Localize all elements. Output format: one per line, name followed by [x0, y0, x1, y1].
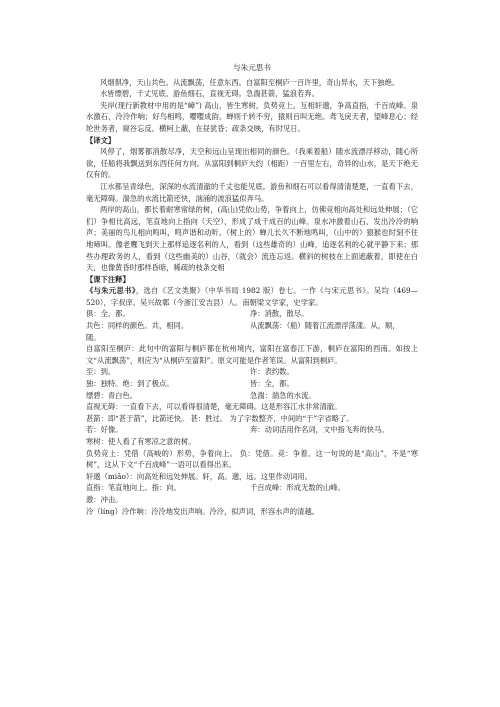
note-item: 独：独特。绝：到了极点。 — [86, 379, 174, 389]
translation-paragraph: 江水都呈青绿色，深深的水流清澈的千丈也能见底。游鱼和细石可以看得清清楚楚，一直看下去，毫无障碍。湍急的水流比箭还快，汹涌的波浪猛似奔马。 — [86, 181, 418, 203]
note-intro — [86, 285, 418, 308]
note-source-title: 《与朱元思书》 — [86, 286, 136, 296]
page-title: 与朱元思书 — [233, 63, 271, 72]
note-item: 负势竞上：凭借（高峻的）形势，争着向上。 负：凭借。竞：争着。这一句说的是“高山”，不是“寒树”，这从下文“千百成峰”一语可以看得出来。 — [86, 448, 418, 470]
note-row — [86, 424, 418, 436]
note-item: 皆：全，都。 — [250, 379, 294, 389]
note-item: 千百成峰：形成无数的山峰。 — [250, 483, 345, 493]
note-item: 许：表约数。 — [250, 367, 294, 377]
note-row — [86, 482, 418, 494]
translation-paragraph: 风停了，烟雾都消散尽净，天空和远山呈现出相同的颜色。（我乘着船）随水流漂浮移动，随心所欲，任船将我飘送到东西任何方向。从富阳到桐庐大约（相距）一百里左右，奇异的山水，是天下绝无仅有的。 — [86, 147, 418, 180]
note-item: 净：消散，散尽。 — [250, 309, 309, 319]
note-row — [86, 390, 418, 402]
translation-text — [86, 146, 418, 274]
note-item: 俱：全，都。 — [86, 309, 130, 319]
note-item: 随。 — [86, 332, 101, 342]
original-paragraph: 风烟俱净，天山共色。从流飘荡，任意东西。自富阳至桐庐一百许里，奇山异水，天下独绝。 — [100, 77, 400, 87]
translation-heading: 【译文】 — [86, 135, 116, 145]
note-item: 直视无碍：一直看下去，可以看得很清楚，毫无障碍。这是形容江水非常清澈。 — [86, 402, 342, 412]
note-item: 激：冲击。 — [86, 494, 123, 504]
notes-list — [86, 285, 418, 517]
note-item: 至：到。 — [86, 367, 116, 377]
document-page — [86, 62, 418, 517]
note-row — [86, 366, 418, 378]
translation-paragraph: 两岸的高山，都长着耐寒常绿的树，(高山)凭依山势，争着向上，仿佛竞相向高处和远处伸展；（它们）争相比高远，笔直地向上指向（天空），形成了成千成百的山峰。泉水冲激着山石，发出泠泠的响声；美丽的鸟儿相向鸣叫，鸣声谐和动听。（树上的）蝉儿长久不断地鸣叫，（山中的）猿猴也时刻不住地啼叫。像老鹰飞到天上那样追逐名利的人，看到（这些雄奇的）山峰，追逐名利的心就平静下来；那些办理政务的人，看到（这些幽美的）山谷，（就会）流连忘返。横斜的树枝在上面遮蔽着，即使在白天，也像黄昏时那样昏暗，稀疏的枝条交相 — [86, 205, 418, 273]
note-item: 寒树：使人看了有寒凉之意的树。 — [86, 437, 196, 446]
note-item: 奔：动词活用作名词，文中指飞奔的快马。 — [250, 425, 389, 435]
original-paragraph: 水皆缥碧，千丈见底。游鱼细石，直视无碍。急湍甚箭，猛浪若奔。 — [100, 89, 319, 99]
note-row — [86, 308, 418, 320]
note-item: 从流飘荡：（船）随着江流漂浮荡漾。从，顺， — [250, 321, 400, 331]
note-item: 甚箭：即“甚于箭”，比箭还快。 甚：胜过。 为了字数整齐，中间的“于”字省略了。 — [86, 413, 354, 423]
note-row — [86, 320, 418, 332]
notes-heading: 【课下注释】 — [86, 274, 130, 284]
original-text — [86, 77, 418, 135]
note-source-text: ，选自《艺文类聚》（中华书局 1982 版）卷七。一作《与宋元思书》。吴均（469—520），字叔庠。吴兴故鄣（今浙江安吉县）人。南朝梁文学家，史学家。 — [86, 286, 418, 307]
note-row — [86, 378, 418, 390]
note-item: 共色：同样的颜色。共，相同。 — [86, 321, 189, 331]
note-item: 自富阳至桐庐：此句中的富阳与桐庐都在杭州境内，富阳在富春江下游，桐庐在富阳的西南。如按上文“从流飘荡”，则应为“从桐庐至富阳”。原文可能是作者笔误。从富阳到桐庐。 — [86, 344, 418, 365]
note-item: 泠（líng）泠作响：泠泠地发出声响。泠泠，拟声词，形容水声的清越。 — [86, 506, 319, 516]
original-paragraph: 夹岸(现行新教材中用的是“嶂”) 高山，皆生寒树，负势竞上，互相轩邈，争高直指，千百成峰。泉水激石，泠泠作响；好鸟相鸣，嘤嘤成韵。蝉则千转不穷，猿则百叫无绝。鸢飞戾天者，望峰息心；经纶世务者，窥谷忘反。横柯上蔽，在昼犹昏；疏条交映，有时见日。 — [86, 100, 418, 133]
note-item: 急湍：湍急的水流。 — [250, 390, 316, 400]
note-item: 若：好像。 — [86, 425, 123, 435]
note-item: 缥碧：青白色。 — [86, 390, 138, 400]
note-item: 直指：笔直地向上。指：向。 — [86, 483, 181, 493]
note-item: 轩邈（miǎo）：向高处和远处伸展。轩，高。邈，远。这里作动词用。 — [86, 471, 312, 481]
